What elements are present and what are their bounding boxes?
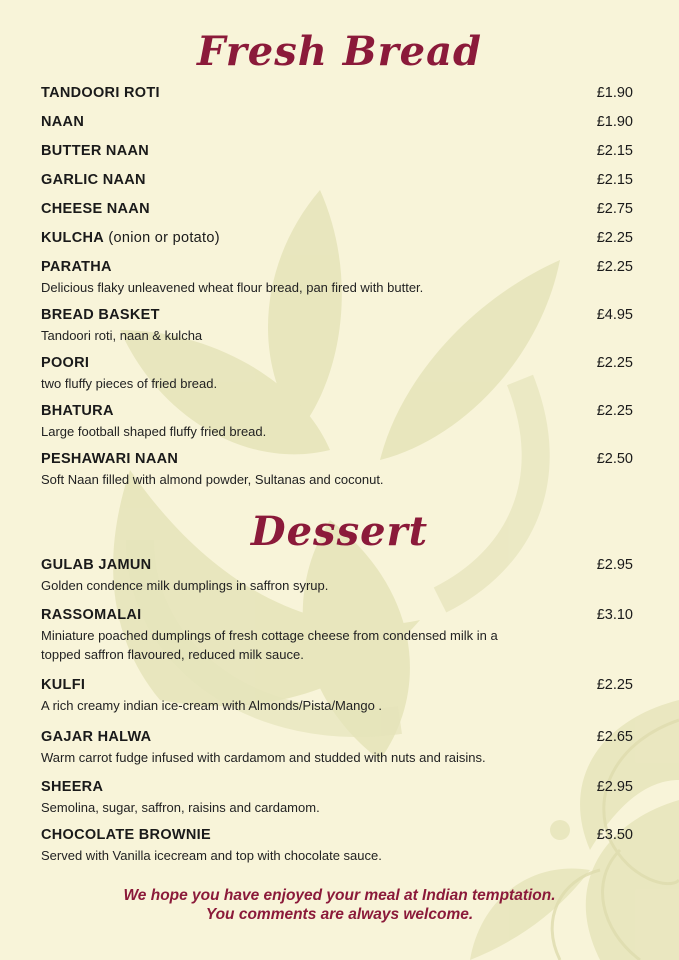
menu-item-title: PESHAWARI NAAN xyxy=(41,451,179,467)
menu-item-name xyxy=(41,229,633,247)
menu-item-name xyxy=(41,200,633,218)
menu-item-price: £2.25 xyxy=(596,259,633,275)
menu-item xyxy=(41,306,633,345)
menu-item xyxy=(41,676,633,715)
menu-item-name xyxy=(41,171,633,189)
bread-section-title: Fresh Bread xyxy=(197,28,482,75)
menu-item-price: £4.95 xyxy=(596,307,633,323)
menu-item-title: NAAN xyxy=(41,114,85,130)
menu-item-name xyxy=(41,556,633,574)
menu-item-description: Miniature poached dumplings of fresh cottage cheese from condensed milk in a topped saffron flavoured, reduced milk sauce. xyxy=(41,628,498,662)
menu-item xyxy=(41,606,633,664)
menu-item xyxy=(41,826,633,865)
menu-item-price: £2.15 xyxy=(596,143,633,159)
menu-item-price: £3.10 xyxy=(596,607,633,623)
menu-item-price: £2.65 xyxy=(596,729,633,745)
menu-item-price: £2.75 xyxy=(596,201,633,217)
menu-item-price: £2.50 xyxy=(596,451,633,467)
menu-item-name xyxy=(41,142,633,160)
menu-item-description: Tandoori roti, naan & kulcha xyxy=(41,328,203,343)
menu-item-note: (onion or potato) xyxy=(104,230,220,246)
menu-item xyxy=(41,200,633,218)
menu-item-title: BUTTER NAAN xyxy=(41,143,150,159)
menu-item xyxy=(41,142,633,160)
menu-item-name xyxy=(41,84,633,102)
menu-item-price: £2.25 xyxy=(596,355,633,371)
menu-item xyxy=(41,258,633,297)
menu-item xyxy=(41,113,633,131)
menu-item-description: Served with Vanilla icecream and top with chocolate sauce. xyxy=(41,848,382,863)
menu-item-name xyxy=(41,450,633,468)
menu-item-description: Golden condence milk dumplings in saffron syrup. xyxy=(41,578,329,593)
menu-item-title: GULAB JAMUN xyxy=(41,557,152,573)
menu-item-name xyxy=(41,306,633,324)
menu-item-title: CHEESE NAAN xyxy=(41,201,150,217)
menu-item xyxy=(41,229,633,247)
menu-item-title: KULFI xyxy=(41,677,86,693)
menu-item-title: PARATHA xyxy=(41,259,112,275)
menu-item-price: £3.50 xyxy=(596,827,633,843)
menu-item-name xyxy=(41,826,633,844)
menu-item-title: KULCHA xyxy=(41,230,105,246)
menu-item-description: two fluffy pieces of fried bread. xyxy=(41,376,218,391)
menu-item xyxy=(41,778,633,817)
menu-item-title: GAJAR HALWA xyxy=(41,729,152,745)
menu-item xyxy=(41,728,633,767)
menu-item-description: Semolina, sugar, saffron, raisins and cardamom. xyxy=(41,800,320,815)
menu-item-name xyxy=(41,728,633,746)
menu-item xyxy=(41,84,633,102)
menu-item-name xyxy=(41,778,633,796)
menu-item-title: BHATURA xyxy=(41,403,114,419)
menu-item xyxy=(41,450,633,489)
menu-item-title: CHOCOLATE BROWNIE xyxy=(41,827,211,843)
menu-item-price: £1.90 xyxy=(596,114,633,130)
menu-item-description: A rich creamy indian ice-cream with Almonds/Pista/Mango . xyxy=(41,698,383,713)
menu-item-price: £2.25 xyxy=(596,230,633,246)
menu-item-title: TANDOORI ROTI xyxy=(41,85,160,101)
footer-message xyxy=(0,886,679,924)
menu-item-title: POORI xyxy=(41,355,90,371)
menu-item-title: SHEERA xyxy=(41,779,104,795)
menu-item xyxy=(41,354,633,393)
menu-item-name xyxy=(41,606,633,624)
footer-line-2: You comments are always welcome. xyxy=(205,906,474,923)
menu-item-name xyxy=(41,354,633,372)
menu-item-price: £1.90 xyxy=(596,85,633,101)
menu-item-description: Soft Naan filled with almond powder, Sultanas and coconut. xyxy=(41,472,384,487)
menu-item-title: BREAD BASKET xyxy=(41,307,160,323)
menu-item-price: £2.95 xyxy=(596,557,633,573)
menu-item-title: GARLIC NAAN xyxy=(41,172,146,188)
menu-item xyxy=(41,402,633,441)
menu-item-description: Large football shaped fluffy fried bread. xyxy=(41,424,267,439)
menu-item-name xyxy=(41,402,633,420)
menu-item xyxy=(41,556,633,595)
menu-item-title: RASSOMALAI xyxy=(41,607,142,623)
menu-item-name xyxy=(41,676,633,694)
menu-item-name xyxy=(41,258,633,276)
menu-item xyxy=(41,171,633,189)
menu-item-description: Delicious flaky unleavened wheat flour bread, pan fired with butter. xyxy=(41,280,424,295)
menu-item-name xyxy=(41,113,633,131)
menu-item-price: £2.25 xyxy=(596,677,633,693)
dessert-section-title: Dessert xyxy=(250,508,429,555)
menu-item-price: £2.95 xyxy=(596,779,633,795)
menu-item-price: £2.15 xyxy=(596,172,633,188)
menu-item-price: £2.25 xyxy=(596,403,633,419)
footer-line-1: We hope you have enjoyed your meal at Indian temptation. xyxy=(123,887,556,904)
menu-item-description: Warm carrot fudge infused with cardamom and studded with nuts and raisins. xyxy=(41,750,486,765)
